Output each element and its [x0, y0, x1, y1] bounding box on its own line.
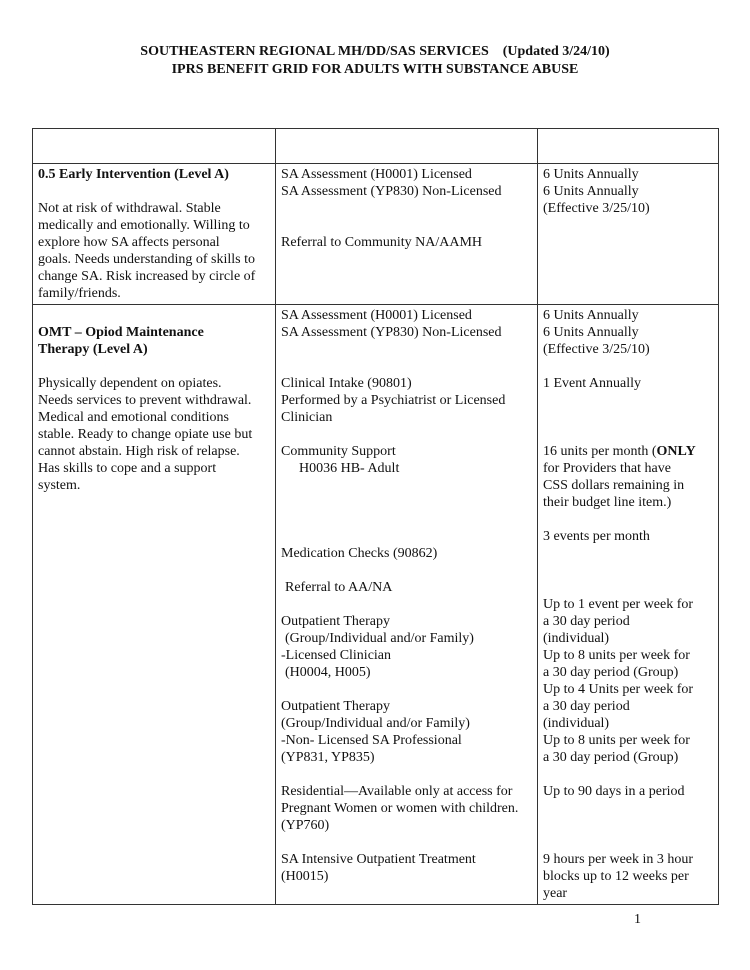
service-item: Performed by a Psychiatrist or Licensed [281, 393, 506, 408]
level-desc-line: Not at risk of withdrawal. Stable [38, 201, 221, 216]
services-cell [276, 164, 538, 305]
level-title: 0.5 Early Intervention (Level A) [38, 167, 229, 182]
service-item: SA Assessment (H0001) Licensed [281, 167, 472, 182]
service-item: Referral to Community NA/AAMH [281, 235, 483, 250]
service-item: Outpatient Therapy [281, 614, 390, 629]
table-row-early-intervention [33, 164, 719, 305]
service-item: Outpatient Therapy [281, 699, 390, 714]
limit-item: 6 Units Annually [543, 184, 639, 199]
level-desc-line: explore how SA affects personal [38, 235, 220, 250]
service-item: Clinical Intake (90801) [281, 376, 412, 391]
service-item: SA Assessment (YP830) Non-Licensed [281, 325, 502, 340]
service-item: Pregnant Women or women with children. [281, 801, 519, 816]
page-title-line-1: SOUTHEASTERN REGIONAL MH/DD/SAS SERVICES (Updated 3/24/10) [140, 44, 610, 59]
level-desc-line: system. [38, 478, 81, 493]
level-desc-line: Has skills to cope and a support [38, 461, 217, 476]
page-number: 1 [634, 912, 641, 927]
limit-item: 1 Event Annually [543, 376, 641, 391]
limit-item: 3 events per month [543, 529, 650, 544]
service-item: -Licensed Clinician [281, 648, 392, 663]
services-cell [276, 305, 538, 905]
page-title-line-2: IPRS BENEFIT GRID FOR ADULTS WITH SUBSTANCE ABUSE [171, 62, 579, 77]
limit-text: 16 units per month ( [543, 444, 657, 459]
level-desc-line: goals. Needs understanding of skills to [38, 252, 255, 267]
service-item: (H0015) [281, 869, 329, 884]
limit-item: their budget line item.) [543, 495, 672, 510]
limit-item: (Effective 3/25/10) [543, 201, 650, 216]
limit-item [543, 443, 715, 460]
service-item: (Group/Individual and/or Family) [281, 716, 470, 731]
limit-item: a 30 day period [543, 699, 630, 714]
level-desc-line: cannot abstain. High risk of relapse. [38, 444, 240, 459]
service-item: Community Support [281, 444, 396, 459]
level-desc-line: Physically dependent on opiates. [38, 376, 222, 391]
limits-cell [538, 164, 719, 305]
service-item: Clinician [281, 410, 333, 425]
limit-emphasis: ONLY [656, 444, 696, 459]
limit-item: Up to 8 units per week for [543, 648, 690, 663]
service-item: SA Assessment (H0001) Licensed [281, 308, 472, 323]
service-item: (YP760) [281, 818, 330, 833]
service-item: (Group/Individual and/or Family) [285, 631, 474, 646]
limit-item: Up to 4 Units per week for [543, 682, 694, 697]
limit-item: (individual) [543, 631, 610, 646]
limits-cell [538, 305, 719, 905]
limit-item: a 30 day period (Group) [543, 665, 679, 680]
service-item: SA Assessment (YP830) Non-Licensed [281, 184, 502, 199]
limit-item: (Effective 3/25/10) [543, 342, 650, 357]
limit-item: 6 Units Annually [543, 325, 639, 340]
limit-item: 6 Units Annually [543, 167, 639, 182]
table-header-row [33, 129, 719, 164]
level-desc-line: stable. Ready to change opiate use but [38, 427, 253, 442]
service-item: (H0004, H005) [285, 665, 371, 680]
service-item: H0036 HB- Adult [299, 461, 400, 476]
level-title: Therapy (Level A) [38, 342, 148, 357]
level-desc-line: Medical and emotional conditions [38, 410, 229, 425]
limit-item: 9 hours per week in 3 hour [543, 852, 694, 867]
limit-item: a 30 day period [543, 614, 630, 629]
table-row-omt [33, 305, 719, 905]
header-cell-level [33, 129, 276, 164]
level-cell [33, 305, 276, 905]
limit-item: Up to 8 units per week for [543, 733, 690, 748]
level-title: OMT – Opiod Maintenance [38, 325, 204, 340]
limit-item: a 30 day period (Group) [543, 750, 679, 765]
benefit-grid-table [32, 128, 719, 905]
level-desc-line: Needs services to prevent withdrawal. [38, 393, 252, 408]
service-item: Referral to AA/NA [285, 580, 393, 595]
service-item: Residential—Available only at access for [281, 784, 513, 799]
header-cell-services [276, 129, 538, 164]
level-desc-line: medically and emotionally. Willing to [38, 218, 250, 233]
header-cell-limits [538, 129, 719, 164]
level-desc-line: family/friends. [38, 286, 121, 301]
limit-item: CSS dollars remaining in [543, 478, 685, 493]
service-item: Medication Checks (90862) [281, 546, 438, 561]
limit-item: (individual) [543, 716, 610, 731]
service-item: (YP831, YP835) [281, 750, 375, 765]
service-item: -Non- Licensed SA Professional [281, 733, 462, 748]
level-desc-line: change SA. Risk increased by circle of [38, 269, 256, 284]
limit-item: for Providers that have [543, 461, 671, 476]
limit-item: Up to 90 days in a period [543, 784, 685, 799]
limit-item: blocks up to 12 weeks per [543, 869, 689, 884]
level-cell [33, 164, 276, 305]
service-item: SA Intensive Outpatient Treatment [281, 852, 476, 867]
limit-item: Up to 1 event per week for [543, 597, 694, 612]
limit-item: 6 Units Annually [543, 308, 639, 323]
limit-item: year [543, 886, 568, 901]
